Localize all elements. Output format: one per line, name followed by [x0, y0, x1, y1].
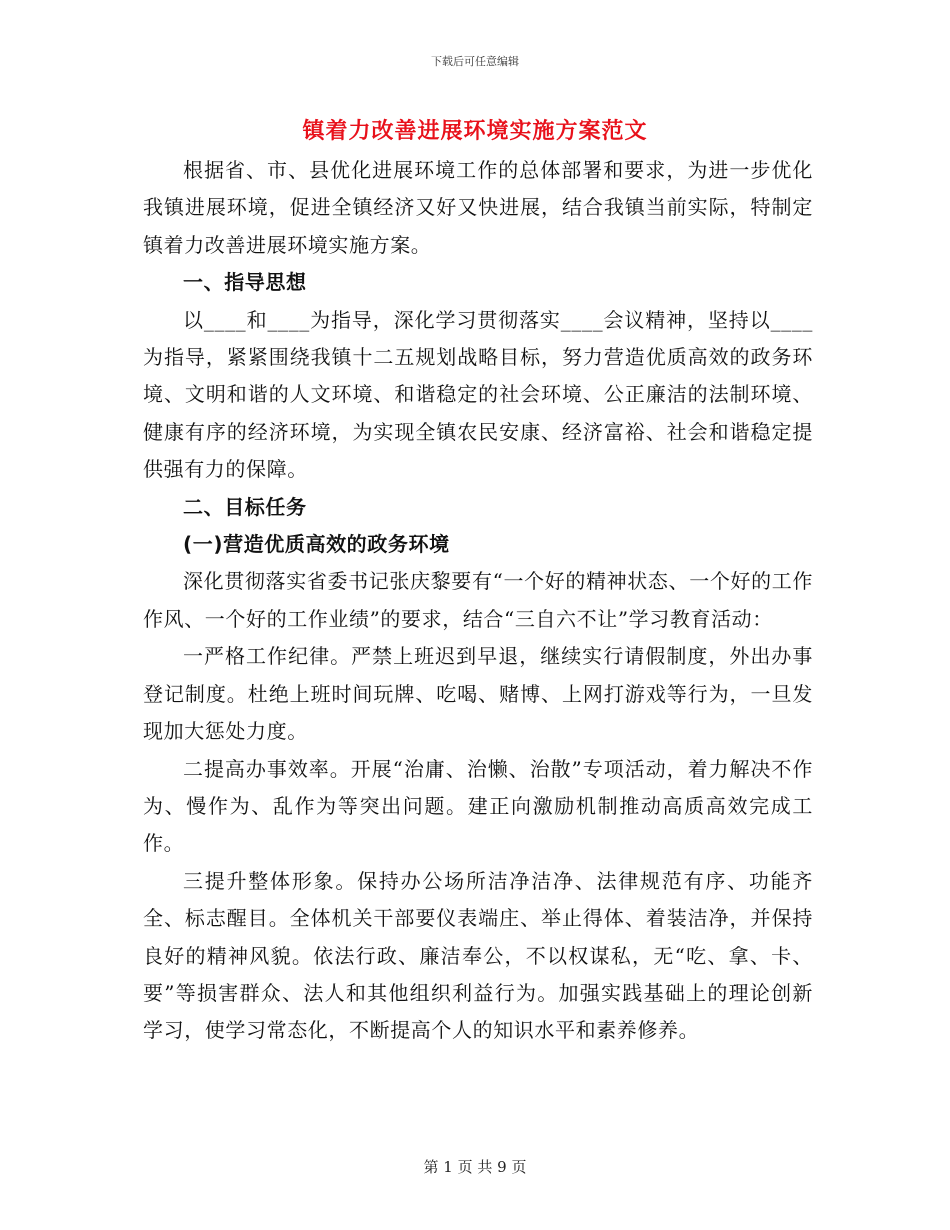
subsection-heading-government-environment: (一)营造优质高效的政务环境: [183, 532, 450, 557]
document-body: [143, 152, 813, 1050]
page-number: 第 1 页 共 9 页: [423, 1158, 527, 1176]
paragraph-efficiency: 二提高办事效率。开展“治庸、治懒、治散”专项活动，着力解决不作为、慢作为、乱作为等突出问题。建正向激励机制推动高质高效完成工作。: [143, 756, 813, 856]
paragraph-intro: 根据省、市、县优化进展环境工作的总体部署和要求，为进一步优化我镇进展环境，促进全镇经济又好又快进展，结合我镇当前实际，特制定镇着力改善进展环境实施方案。: [143, 158, 813, 257]
section-heading-goals: 二、目标任务: [183, 494, 307, 519]
paragraph-discipline: 一严格工作纪律。严禁上班迟到早退，继续实行请假制度，外出办事登记制度。杜绝上班时间玩牌、吃喝、赌博、上网打游戏等行为，一旦发现加大惩处力度。: [143, 644, 813, 744]
section-heading-guiding-ideology: 一、指导思想: [183, 270, 307, 295]
paragraph-guiding-ideology: 以____和____为指导，深化学习贯彻落实____会议精神，坚持以____为指导，紧紧围绕我镇十二五规划战略目标，努力营造优质高效的政务环境、文明和谐的人文环境、和谐稳定的社会环境、公正廉洁的法制环境、健康有序的经济环境，为实现全镇农民安康、经济富裕、社会和谐稳定提供强有力的保障。: [143, 307, 813, 482]
header-note: 下载后可任意编辑: [431, 55, 519, 68]
paragraph-image: 三提升整体形象。保持办公场所洁净洁净、法律规范有序、功能齐全、标志醒目。全体机关干部要仪表端庄、举止得体、着装洁净，并保持良好的精神风貌。依法行政、廉洁奉公，不以权谋私，无“吃、拿、卡、要”等损害群众、法人和其他组织利益行为。加强实践基础上的理论创新学习，使学习常态化，不断提高个人的知识水平和素养修养。: [143, 868, 813, 1043]
document-title: 镇着力改善进展环境实施方案范文: [302, 118, 648, 144]
paragraph-requirements: 深化贯彻落实省委书记张庆黎要有“一个好的精神状态、一个好的工作作风、一个好的工作业绩”的要求，结合“三自六不让”学习教育活动：: [143, 569, 813, 631]
